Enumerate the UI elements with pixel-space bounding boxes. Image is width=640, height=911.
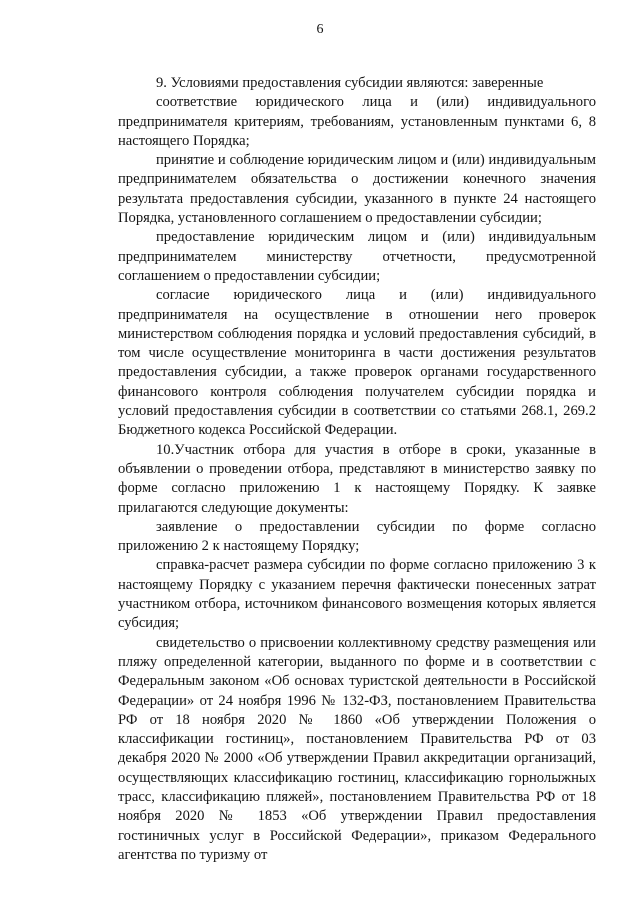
paragraph-doc-statement: заявление о предоставлении субсидии по форме согласно приложению 2 к настоящему Порядку;: [118, 518, 596, 555]
page-number: 6: [316, 22, 324, 37]
paragraph-doc-calculation: справка-расчет размера субсидии по форме согласно приложению 3 к настоящему Порядку с указанием перечня фактически понесенных затрат участником отбора, источником финансового возмещения которых является субсидия;: [118, 557, 596, 632]
paragraph-doc-certificate: свидетельство о присвоении коллективному средству размещения или пляжу определенной категории, выданного по форме и в соответствии с Федеральным законом «Об основах туристской деятельности в Российской Федерации» от 24 ноября 1996 № 132-ФЗ, постановлением Правительства РФ от 18 ноября 2020 № 1860 «Об утверждении Положения о классификации гостиниц», постановлением Правительства РФ от 03 декабря 2020 № 2000 «Об утверждении Правил аккредитации организаций, осуществляющих классификацию гостиниц, классификацию горнолыжных трасс, классификацию пляжей», постановлением Правительства РФ от 18 ноября 2020 № 1853 «Об утверждении Правил предоставления гостиничных услуг в Российской Федерации», приказом Федерального агентства по туризму от: [118, 634, 596, 863]
paragraph-condition-compliance: соответствие юридического лица и (или) индивидуального предпринимателя критериям, требованиям, установленным пунктами 6, 8 настоящего Порядка;: [118, 94, 596, 149]
paragraph-condition-obligation: принятие и соблюдение юридическим лицом и (или) индивидуальным предпринимателем обязательства о достижении конечного значения результата предоставления субсидии, указанного в пункте 24 настоящего Порядка, установленного соглашением о предоставлении субсидии;: [118, 152, 596, 227]
document-body: [118, 74, 596, 865]
paragraph-9-intro: 9. Условиями предоставления субсидии являются: заверенные: [156, 75, 544, 91]
paragraph-condition-reporting: предоставление юридическим лицом и (или) индивидуальным предпринимателем министерству отчетности, предусмотренной соглашением о предоставлении субсидии;: [118, 229, 596, 284]
paragraph-condition-consent: согласие юридического лица и (или) индивидуального предпринимателя на осуществление в отношении него проверок министерством соблюдения порядка и условий предоставления субсидий, в том числе осуществление мониторинга в части достижения результатов предоставления субсидии, а также проверок органами государственного финансового контроля соблюдения получателем субсидии порядка и условий предоставления субсидии в соответствии со статьями 268.1, 269.2 Бюджетного кодекса Российской Федерации.: [118, 287, 596, 439]
paragraph-10-application: 10.Участник отбора для участия в отборе в сроки, указанные в объявлении о проведении отбора, представляют в министерство заявку по форме согласно приложению 1 к настоящему Порядку. К заявке прилагаются следующие документы:: [118, 441, 596, 516]
